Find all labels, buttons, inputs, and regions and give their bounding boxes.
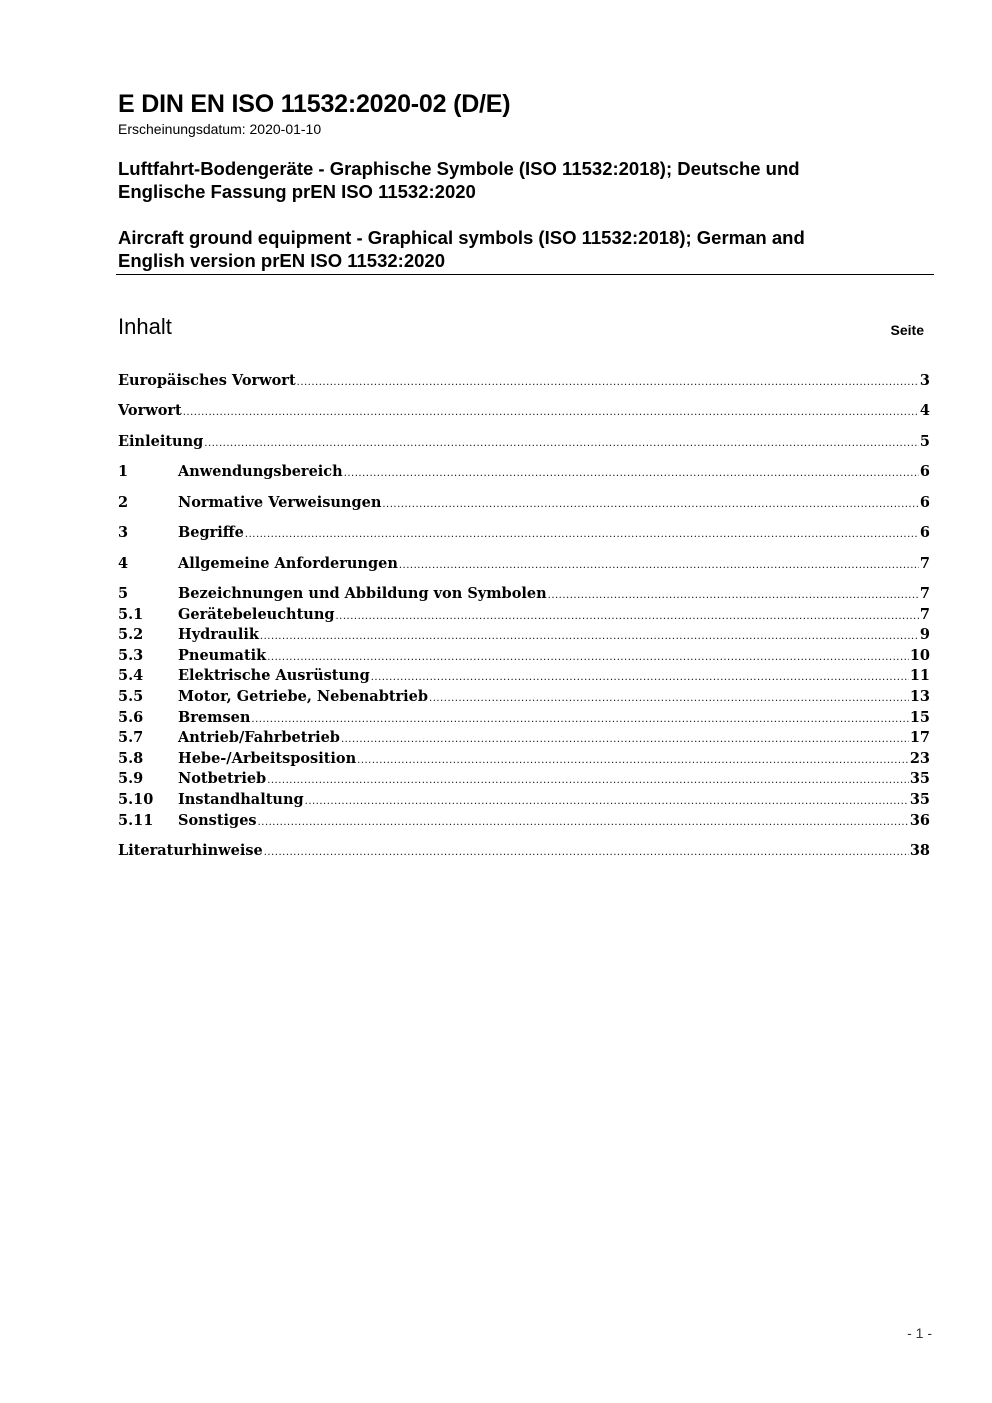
toc-dot-leader xyxy=(548,586,919,606)
toc-entry-title: Hydraulik xyxy=(178,626,259,643)
toc-dot-leader xyxy=(344,464,919,484)
toc-dot-leader xyxy=(357,751,909,771)
toc-entry[interactable] xyxy=(118,728,930,748)
toc-entry-title: Allgemeine Anforderungen xyxy=(178,555,398,572)
toc-entry-page: 38 xyxy=(909,842,930,859)
toc-entry-title: Bremsen xyxy=(178,709,251,726)
toc-entry-number: 5.1 xyxy=(118,606,144,623)
toc-entry-page: 9 xyxy=(919,626,930,643)
toc-entry-number: 3 xyxy=(118,524,129,541)
toc-entry-title: Motor, Getriebe, Nebenabtrieb xyxy=(178,688,429,705)
german-title-line-1: Luftfahrt-Bodengeräte - Graphische Symbole (ISO 11532:2018); Deutsche und xyxy=(118,158,800,179)
toc-entry-title: Literaturhinweise xyxy=(118,842,263,859)
toc-dot-leader xyxy=(264,843,909,863)
toc-dot-leader xyxy=(297,373,919,393)
toc-entry-title: Anwendungsbereich xyxy=(178,463,343,480)
toc-entry[interactable] xyxy=(118,584,930,604)
german-title-line-2: Englische Fassung prEN ISO 11532:2020 xyxy=(118,181,476,202)
toc-entry[interactable] xyxy=(118,749,930,769)
toc-entry-page: 7 xyxy=(919,606,930,623)
toc-entry-page: 11 xyxy=(909,667,930,684)
toc-dot-leader xyxy=(183,403,919,423)
title-divider xyxy=(116,274,934,275)
german-title xyxy=(118,157,918,203)
toc-dot-leader xyxy=(204,434,919,454)
toc-entry-page: 6 xyxy=(919,463,930,480)
toc-entry-title: Elektrische Ausrüstung xyxy=(178,667,370,684)
toc-entry-number: 1 xyxy=(118,463,129,480)
english-title-line-2: English version prEN ISO 11532:2020 xyxy=(118,250,445,271)
toc-entry-page: 10 xyxy=(909,647,930,664)
toc-entry-page: 17 xyxy=(909,729,930,746)
toc-entry-page: 36 xyxy=(909,812,930,829)
toc-entry-number: 5.4 xyxy=(118,667,144,684)
toc-entry-title: Europäisches Vorwort xyxy=(118,372,296,389)
toc-entry-page: 4 xyxy=(919,402,930,419)
toc-entry[interactable] xyxy=(118,769,930,789)
toc-entry-title: Einleitung xyxy=(118,433,204,450)
toc-entry[interactable] xyxy=(118,523,930,543)
toc-entry[interactable] xyxy=(118,790,930,810)
toc-entry-page: 5 xyxy=(919,433,930,450)
toc-entry[interactable] xyxy=(118,462,930,482)
toc-entry-page: 6 xyxy=(919,524,930,541)
toc-entry-title: Normative Verweisungen xyxy=(178,494,382,511)
toc-entry[interactable] xyxy=(118,811,930,831)
toc-entry[interactable] xyxy=(118,646,930,666)
toc-dot-leader xyxy=(305,792,909,812)
toc-entry-title: Gerätebeleuchtung xyxy=(178,606,335,623)
toc-entry-page: 23 xyxy=(909,750,930,767)
toc-heading: Inhalt xyxy=(118,314,172,339)
toc-entry-number: 5.10 xyxy=(118,791,154,808)
toc-entry[interactable] xyxy=(118,708,930,728)
toc-entry-title: Bezeichnungen und Abbildung von Symbolen xyxy=(178,585,547,602)
toc-entry-number: 5.8 xyxy=(118,750,144,767)
toc-dot-leader xyxy=(336,607,919,627)
toc-entry[interactable] xyxy=(118,605,930,625)
toc-entry-title: Begriffe xyxy=(178,524,244,541)
toc-entry[interactable] xyxy=(118,554,930,574)
toc-dot-leader xyxy=(341,730,909,750)
toc-entry[interactable] xyxy=(118,841,930,861)
toc-entry-number: 5.11 xyxy=(118,812,154,829)
toc-entry-number: 5.6 xyxy=(118,709,144,726)
toc-entry-title: Notbetrieb xyxy=(178,770,267,787)
toc-entry-number: 5.2 xyxy=(118,626,144,643)
release-date: Erscheinungsdatum: 2020-01-10 xyxy=(118,121,322,137)
toc-dot-leader xyxy=(382,495,919,515)
toc-entry[interactable] xyxy=(118,401,930,421)
toc-entry-number: 4 xyxy=(118,555,129,572)
toc-entry-number: 5.5 xyxy=(118,688,144,705)
toc-dot-leader xyxy=(399,556,919,576)
toc-entry-page: 35 xyxy=(909,791,930,808)
toc-entry-page: 13 xyxy=(909,688,930,705)
document-title: E DIN EN ISO 11532:2020-02 (D/E) xyxy=(118,90,511,118)
page-number: - 1 - xyxy=(907,1325,932,1341)
english-title xyxy=(118,226,918,272)
toc-entry[interactable] xyxy=(118,687,930,707)
toc-dot-leader xyxy=(258,813,909,833)
toc-entry-number: 5.3 xyxy=(118,647,144,664)
toc-entry-number: 5.9 xyxy=(118,770,144,787)
toc-entry-number: 5 xyxy=(118,585,129,602)
toc-entry-title: Instandhaltung xyxy=(178,791,304,808)
toc-entry[interactable] xyxy=(118,432,930,452)
toc-entry-title: Hebe-/Arbeitsposition xyxy=(178,750,357,767)
toc-entry-page: 7 xyxy=(919,585,930,602)
toc-entry[interactable] xyxy=(118,666,930,686)
toc-dot-leader xyxy=(260,627,919,647)
toc-entry[interactable] xyxy=(118,493,930,513)
toc-dot-leader xyxy=(267,771,909,791)
toc-entry-page: 3 xyxy=(919,372,930,389)
toc-dot-leader xyxy=(429,689,909,709)
toc-entry-number: 5.7 xyxy=(118,729,144,746)
toc-entry-page: 35 xyxy=(909,770,930,787)
toc-dot-leader xyxy=(251,710,908,730)
toc-dot-leader xyxy=(267,648,909,668)
toc-entry[interactable] xyxy=(118,371,930,391)
toc-entry-title: Sonstiges xyxy=(178,812,257,829)
english-title-line-1: Aircraft ground equipment - Graphical symbols (ISO 11532:2018); German and xyxy=(118,227,805,248)
toc-dot-leader xyxy=(245,525,919,545)
toc-page-column-heading: Seite xyxy=(890,322,924,338)
toc-entry-title: Vorwort xyxy=(118,402,182,419)
toc-dot-leader xyxy=(371,668,909,688)
toc-entry-page: 15 xyxy=(909,709,930,726)
toc-entry-title: Antrieb/Fahrbetrieb xyxy=(178,729,340,746)
toc-entry[interactable] xyxy=(118,625,930,645)
toc-entry-page: 6 xyxy=(919,494,930,511)
toc-entry-title: Pneumatik xyxy=(178,647,267,664)
toc-entry-number: 2 xyxy=(118,494,129,511)
toc-entry-page: 7 xyxy=(919,555,930,572)
